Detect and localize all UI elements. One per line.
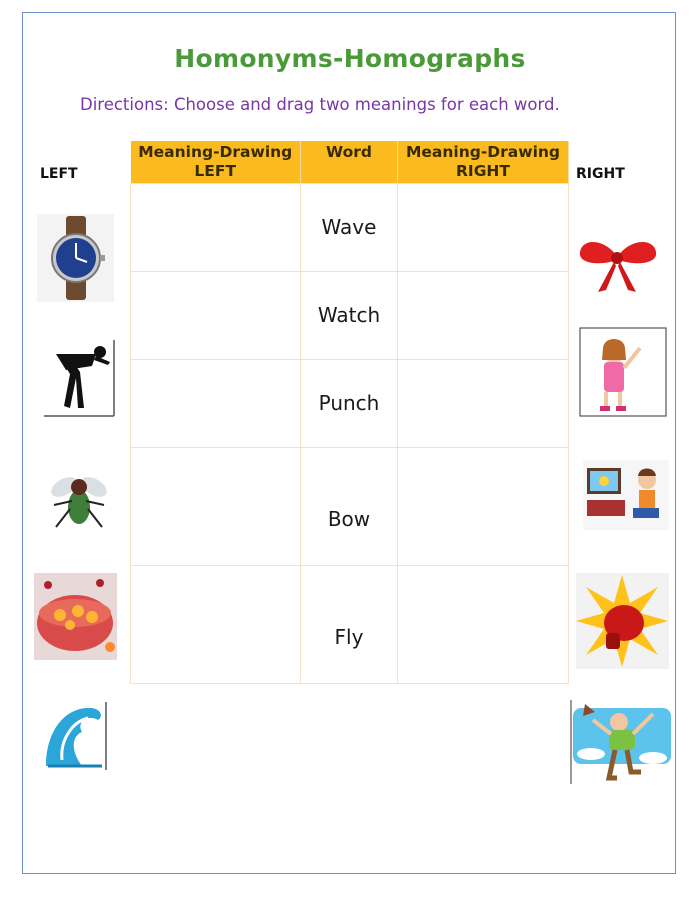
table-row xyxy=(131,565,569,683)
waving-girl-picture[interactable] xyxy=(578,326,669,420)
header-word: Word xyxy=(301,141,398,183)
directions-text: Directions: Choose and drag two meanings for each word. xyxy=(80,95,560,114)
boxing-punch-picture[interactable] xyxy=(576,573,669,669)
drop-zone-left[interactable] xyxy=(131,359,301,447)
page-title: Homonyms-Homographs xyxy=(174,44,526,73)
housefly-picture[interactable] xyxy=(48,465,110,537)
bowing-man-picture[interactable] xyxy=(42,334,117,417)
drop-zone-left[interactable] xyxy=(131,447,301,565)
table-row xyxy=(131,183,569,271)
drop-zone-left[interactable] xyxy=(131,271,301,359)
fruit-punch-picture[interactable] xyxy=(34,573,117,660)
drop-zone-left[interactable] xyxy=(131,183,301,271)
drop-zone-right[interactable] xyxy=(398,447,569,565)
table-row xyxy=(131,447,569,565)
word-cell: Watch xyxy=(301,271,398,359)
wristwatch-picture[interactable] xyxy=(37,214,114,302)
drop-zone-left[interactable] xyxy=(131,565,301,683)
header-meaning-right: Meaning-Drawing RIGHT xyxy=(398,141,569,183)
word-cell: Wave xyxy=(301,183,398,271)
table-row xyxy=(131,271,569,359)
ocean-wave-picture[interactable] xyxy=(42,700,108,772)
drop-zone-right[interactable] xyxy=(398,271,569,359)
table-header-row xyxy=(131,141,569,183)
flying-man-picture[interactable] xyxy=(569,698,673,786)
left-column-label: LEFT xyxy=(40,166,78,182)
table-row xyxy=(131,359,569,447)
word-cell: Bow xyxy=(301,447,398,565)
homonym-table xyxy=(130,141,569,684)
ribbon-bow-picture[interactable] xyxy=(576,234,659,296)
header-meaning-left: Meaning-Drawing LEFT xyxy=(131,141,301,183)
word-cell: Punch xyxy=(301,359,398,447)
word-cell: Fly xyxy=(301,565,398,683)
right-column-label: RIGHT xyxy=(576,166,625,182)
boy-watching-tv-picture[interactable] xyxy=(583,460,669,530)
drop-zone-right[interactable] xyxy=(398,359,569,447)
drop-zone-right[interactable] xyxy=(398,183,569,271)
drop-zone-right[interactable] xyxy=(398,565,569,683)
